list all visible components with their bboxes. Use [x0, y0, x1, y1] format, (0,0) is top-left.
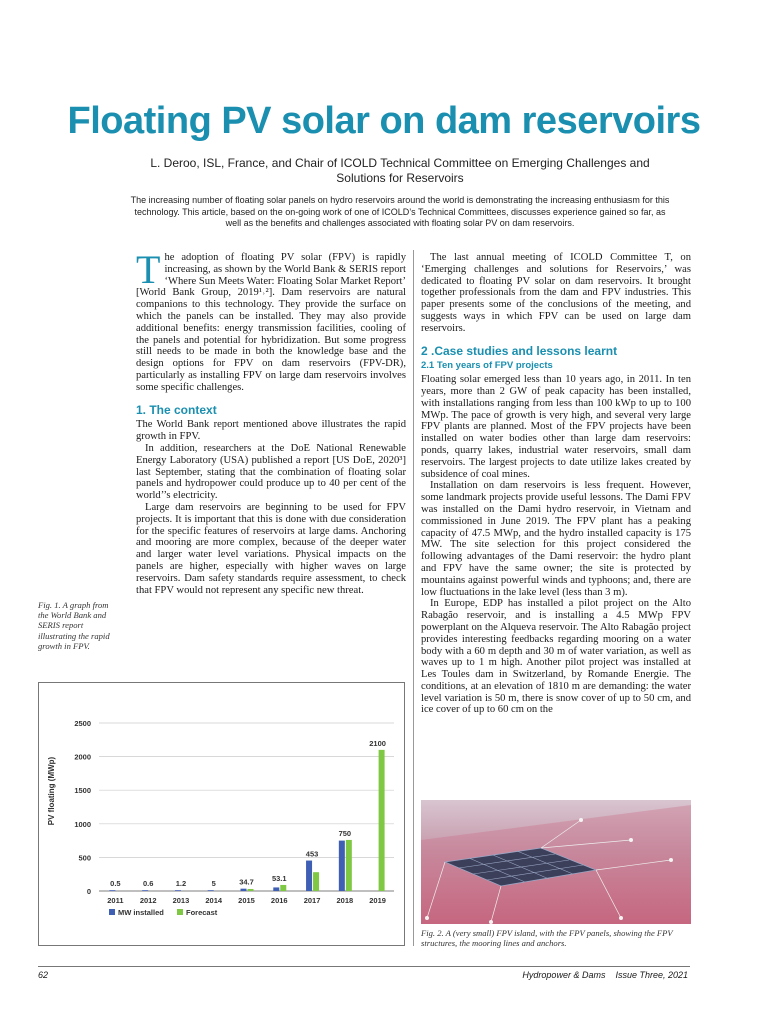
bar-installed: [175, 890, 181, 891]
right-column: [421, 252, 691, 716]
bars-layer: [109, 750, 384, 891]
figure-2-caption: Fig. 2. A (very small) FPV island, with the FPV panels, showing the FPV structures, the mooring lines and anchors.: [421, 928, 673, 949]
data-label: 53.1: [271, 873, 287, 883]
article-abstract: The increasing number of floating solar panels on hydro reservoirs around the world is demonstrating the increasing enthusiasm for this technology. This article, based on the on-going work of one of ICOLD’s Technical Committees, discusses experience gained so far, as well as the benefits and challenges associated with floating solar PV on dam reservoirs.: [130, 195, 670, 228]
bar-installed: [142, 890, 148, 891]
legend-label-forecast: Forecast: [186, 908, 218, 917]
bar-forecast: [346, 840, 352, 891]
bar-installed: [306, 861, 312, 891]
page-number: 62: [38, 970, 49, 980]
section-2-paragraph-1: Floating solar emerged less than 10 years ago, in 2011. In ten years, more than 2 GW of peak capacity has been installed, with installations ranging from less than 100 kWp to up to 100 MWp. The pace of growth is very high, and several very large FPV plants are planned. Most of the FPV projects have been installed on water bodies other than large dam reservoirs: ponds, quarry lakes, industrial water reservoirs, small dam reservoirs. The largest projects to date utilize lakes created by subsidence of coal mines.: [421, 374, 691, 480]
intro-paragraph: [136, 247, 406, 394]
figure-1-chart: [38, 682, 405, 946]
y-tick-label: 2000: [74, 752, 91, 762]
legend-swatch-installed: [109, 909, 115, 915]
y-tick-label: 1000: [74, 819, 91, 829]
y-tick-label: 2500: [74, 719, 91, 728]
intro-right-paragraph: The last annual meeting of ICOLD Committee T, on ‘Emerging challenges and solutions for Reservoirs,’ was dedicated to floating PV solar on dam reservoirs. It brought together professionals from the dam and FPV industries. This paper presents some of the conclusions of the meeting, and suggests ways in which FPV can be used on large dam reservoirs.: [421, 252, 691, 334]
article-title: Floating PV solar on dam reservoirs: [67, 100, 701, 142]
figure-2-image: [421, 800, 691, 924]
y-tick-label: 500: [78, 853, 91, 863]
x-tick-label: 2015: [238, 896, 255, 905]
data-label: 2100: [369, 738, 386, 748]
legend-label-installed: MW installed: [118, 908, 164, 917]
anchor: [579, 818, 583, 822]
x-tick-label: 2011: [107, 896, 124, 905]
data-label: 0.6: [142, 879, 154, 889]
x-tick-label: 2012: [139, 896, 157, 905]
x-tick-label: 2013: [172, 896, 190, 905]
fpv-island-illustration: [421, 800, 691, 924]
section-1-paragraph-3: Large dam reservoirs are beginning to be used for FPV projects. It is important that this is done with due consideration for the specific features of reservoirs at large dams. Anchoring and mooring are more complex, because of the deeper water and larger water level variations. Physical impacts on the panels are higher, especially with higher waves on large reservoirs. Dam safety standards require assessment, to check that FPV would not represent any specific new threat.: [136, 501, 406, 596]
anchor: [425, 916, 429, 920]
section-1-paragraph-1: The World Bank report mentioned above illustrates the rapid growth in FPV.: [136, 419, 406, 443]
x-tick-label: 2016: [270, 896, 288, 905]
bar-forecast: [313, 872, 319, 891]
bar-installed: [208, 890, 214, 891]
bar-forecast: [379, 750, 385, 891]
y-tick-label: 1500: [74, 786, 91, 796]
x-tick-label: 2014: [205, 896, 223, 905]
data-label: 750: [338, 828, 352, 838]
x-tick-label: 2017: [303, 896, 321, 905]
dropcap: T: [136, 247, 161, 292]
figure-1-caption: Fig. 1. A graph from the World Bank and SERIS report illustrating the rapid growth in FPV.: [38, 600, 110, 651]
anchor: [619, 916, 623, 920]
anchor: [669, 858, 673, 862]
intro-text: he adoption of floating PV solar (FPV) is rapidly increasing, as shown by the World Bank & SERIS report ‘Where Sun Meets Water: Floating Solar Market Report’ [World Bank Group, 2019¹˒²]. Dam reservoirs are natural companions to this technology. They provide the surface on which the panels can be installed. They may also provide additional benefits: energy transmission facilities, cooling of the panels and potential for hybridization. But some progress still needs to be made in both the knowledge base and the design options for FPV on dam reservoirs (FPV-DR), particularly as installing FPV on large dam reservoirs involves some specific challenges.: [136, 252, 406, 393]
anchor: [629, 838, 633, 842]
y-tick-label: 0: [86, 887, 91, 896]
anchor: [489, 920, 493, 924]
bar-installed: [273, 887, 279, 891]
section-2-heading: 2 .Case studies and lessons learnt: [421, 343, 618, 358]
x-tick-label: 2019: [369, 896, 386, 905]
y-axis-label: PV floating (MWp): [47, 756, 56, 826]
column-divider: [413, 250, 414, 946]
bar-forecast: [248, 889, 254, 891]
bar-chart: [39, 683, 404, 945]
section-2-paragraph-3: In Europe, EDP has installed a pilot project on the Alto Rabagão reservoir, and is installing a 4.5 MWp FPV powerplant on the Alqueva reservoir. The Alto Rabagão project provides interesting feedbacks regarding mooring on a water body with a 60 m depth and 30 m of water variation, as well as waves up to 1 m high. Another pilot project was installed at Les Toules dam in Switzerland, by Romande Energie. The conditions, at an elevation of 1810 m are demanding: the water level variation is 50 m, there is snow cover of up to 50 cm, and ice cover of up to 60 cm on the: [421, 598, 691, 716]
section-1-heading: 1. The context: [136, 402, 217, 417]
journal-issue: Hydropower & Dams Issue Three, 2021: [522, 970, 688, 980]
bar-installed: [339, 841, 345, 891]
section-2-paragraph-2: Installation on dam reservoirs is less frequent. However, some landmark projects provide useful lessons. The Dami FPV was installed on the Dami hydro reservoir, in Vietnam and commissioned in June 2019. The FPV plant has a peaking capacity of 47.5 MWp, and the hydro installed capacity is 175 MW. The site selection for this project considered the following advantages of the Dami reservoir: the hydro plant and FPV have the same owner; the site is protected by mountains against powerful winds and typhoons; and, there are low fluctuations in the lake level (less than 3 m).: [421, 480, 691, 598]
data-label: 5: [211, 879, 216, 889]
bar-forecast: [280, 885, 286, 891]
x-tick-label: 2018: [336, 896, 354, 905]
bar-installed: [109, 890, 115, 891]
legend-layer: [109, 908, 218, 917]
footer-divider: [38, 966, 690, 967]
data-label: 1.2: [175, 879, 187, 889]
data-label: 34.7: [239, 877, 254, 887]
legend-swatch-forecast: [177, 909, 183, 915]
data-label: 453: [305, 849, 319, 859]
data-label: 0.5: [110, 879, 121, 889]
section-2-1-heading: 2.1 Ten years of FPV projects: [421, 360, 553, 372]
article-authors: L. Deroo, ISL, France, and Chair of ICOLD Technical Committee on Emerging Challenges and Solutions for Reservoirs: [150, 156, 650, 185]
left-column: [136, 247, 406, 596]
section-1-paragraph-2: In addition, researchers at the DoE National Renewable Energy Laboratory (USA) published a report [US DoE, 2020³] last September, stating that the combination of floating solar panels and hydropower could produce up to 40 per cent of the world’’s electricity.: [136, 442, 406, 502]
bar-installed: [241, 889, 247, 891]
